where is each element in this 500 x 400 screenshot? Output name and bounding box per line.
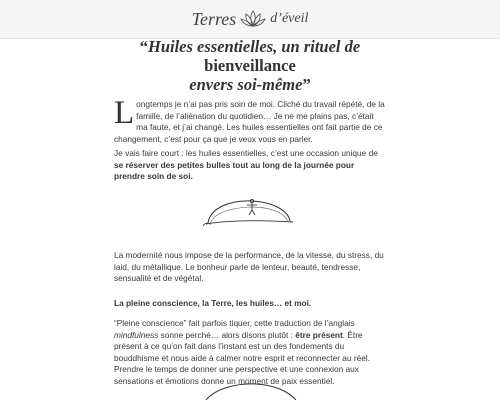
second-paragraph: [114, 148, 386, 183]
intro-text: ongtemps je n’ai pas pris soin de moi. Cliché du travail répété, de la famille, de l’aliénation du quotidien… Je ne me plains pas, c’était ma faute, et j’ai changé. Les huiles essentielles ont fait partie de ce changement, c’est pour ça que je veux vous en parler.: [114, 99, 385, 144]
fourth-em: mindfulness: [114, 329, 159, 340]
fourth-paragraph: [114, 318, 386, 387]
intro-paragraph: [114, 95, 386, 145]
logo-word-eveil: d’éveil: [270, 11, 309, 26]
logo-word-terres: Terres: [191, 8, 237, 29]
section-heading: La pleine conscience, la Terre, les huiles… et moi.: [114, 298, 312, 308]
article-title-quote: [102, 37, 398, 94]
site-logo[interactable]: [0, 0, 500, 38]
quote-line-3: envers soi-même: [189, 75, 303, 94]
fourth-bold: être présent: [295, 329, 343, 340]
second-paragraph-bold: se réserver des petites bulles tout au long de la journée pour prendre soin de soi.: [114, 159, 355, 181]
quote-open-mark: “: [139, 37, 148, 56]
second-paragraph-text: Je vais faire court : les huiles essentielles, c’est une occasion unique de: [114, 148, 378, 158]
fourth-text-2: sonne perché… alors disons plutôt :: [158, 329, 296, 340]
fourth-text-3: . Être présent à ce qu’on fait dans l’instant est un des fondements du bouddhisme et nous aide à calmer notre esprit et reconnecter au réel. Prendre le temps de donner une perspective et une connexion aux sensations et émotions donne un moment de paix essentiel.: [114, 329, 370, 386]
lotus-icon: [240, 9, 266, 29]
quote-line-2: bienveillance: [204, 56, 296, 75]
fourth-text-1: “Pleine conscience” fait parfois tiquer, cette traduction de l’anglais: [114, 318, 355, 328]
third-paragraph: La modernité nous impose de la performance, de la vitesse, du stress, du laid, du métallique. Le bonheur parle de lenteur, beauté, tendresse, sensualité et de végétal.: [114, 250, 384, 283]
drop-cap: L: [114, 95, 135, 131]
quote-line-1: Huiles essentielles, un rituel de: [148, 37, 361, 56]
quote-close-mark: ”: [302, 75, 311, 94]
bottom-arc-illustration: [202, 380, 302, 400]
hill-figure-illustration: [200, 190, 300, 235]
